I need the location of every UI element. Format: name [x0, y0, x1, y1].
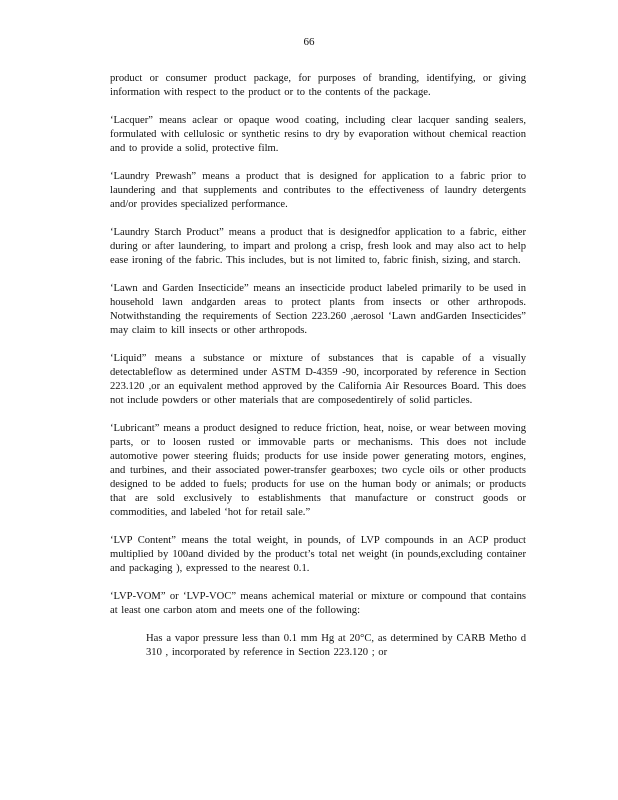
lvp-vom-criterion: Has a vapor pressure less than 0.1 mm Hg at 20°C, as determined by CARB Metho d 310 , incorporated by reference in Section 223.120 ; or: [146, 633, 526, 658]
definition-lawn-and-garden-insecticide: ‘Lawn and Garden Insecticide” means an insecticide product labeled primarily to be used in household lawn andgarden areas to protect plants from insects or other arthropods. Notwithstanding the requirements of Section 223.260 ,aerosol ‘Lawn andGarden Insecticides” may claim to kill insects or other arthropods.: [110, 283, 526, 336]
definition-liquid: ‘Liquid” means a substance or mixture of substances that is capable of a visually detectableflow as determined under ASTM D-4359 -90, incorporated by reference in Section 223.120 ,or an equivalent method approved by the California Air Resources Board. This does not include powders or other materials that are composedentirely of solid particles.: [110, 353, 526, 406]
definition-laundry-starch-product: ‘Laundry Starch Product” means a product that is designedfor application to a fabric, either during or after laundering, to impart and prolong a crisp, fresh look and may also act to help ease ironing of the fabric. This includes, but is not limited to, fabric finish, sizing, and starch.: [110, 227, 526, 266]
definition-laundry-prewash: ‘Laundry Prewash” means a product that is designed for application to a fabric prior to laundering and that supplements and contributes to the effectiveness of laundry detergents and/or provides specialized performance.: [110, 171, 526, 210]
definition-lvp-vom: ‘LVP-VOM” or ‘LVP-VOC” means achemical material or mixture or compound that contains at least one carbon atom and meets one of the following:: [110, 591, 526, 616]
paragraph-package-continuation: product or consumer product package, for purposes of branding, identifying, or giving information with respect to the product or to the contents of the package.: [110, 73, 526, 98]
definition-lubricant: ‘Lubricant” means a product designed to reduce friction, heat, noise, or wear between moving parts, or to loosen rusted or immovable parts or mechanisms. This does not include automotive power steering fluids; products for use inside power generating motors, engines, and turbines, and their associated power-transfer gearboxes; two cycle oils or other products designed to be added to fuels; products for use on the human body or animals; or products that are sold exclusively to establishments that manufacture or construct goods or commodities, and labeled ‘hot for retail sale.”: [110, 423, 526, 518]
definition-lvp-content: ‘LVP Content” means the total weight, in pounds, of LVP compounds in an ACP product multiplied by 100and divided by the product’s total net weight (in pounds,excluding container and packaging ), expressed to the nearest 0.1.: [110, 535, 526, 574]
page-number: 66: [303, 36, 315, 48]
document-body: [110, 72, 526, 660]
definition-lacquer: ‘Lacquer” means aclear or opaque wood coating, including clear lacquer sanding sealers, formulated with cellulosic or synthetic resins to dry by evaporation without chemical reaction and to provide a solid, protective film.: [110, 115, 526, 154]
